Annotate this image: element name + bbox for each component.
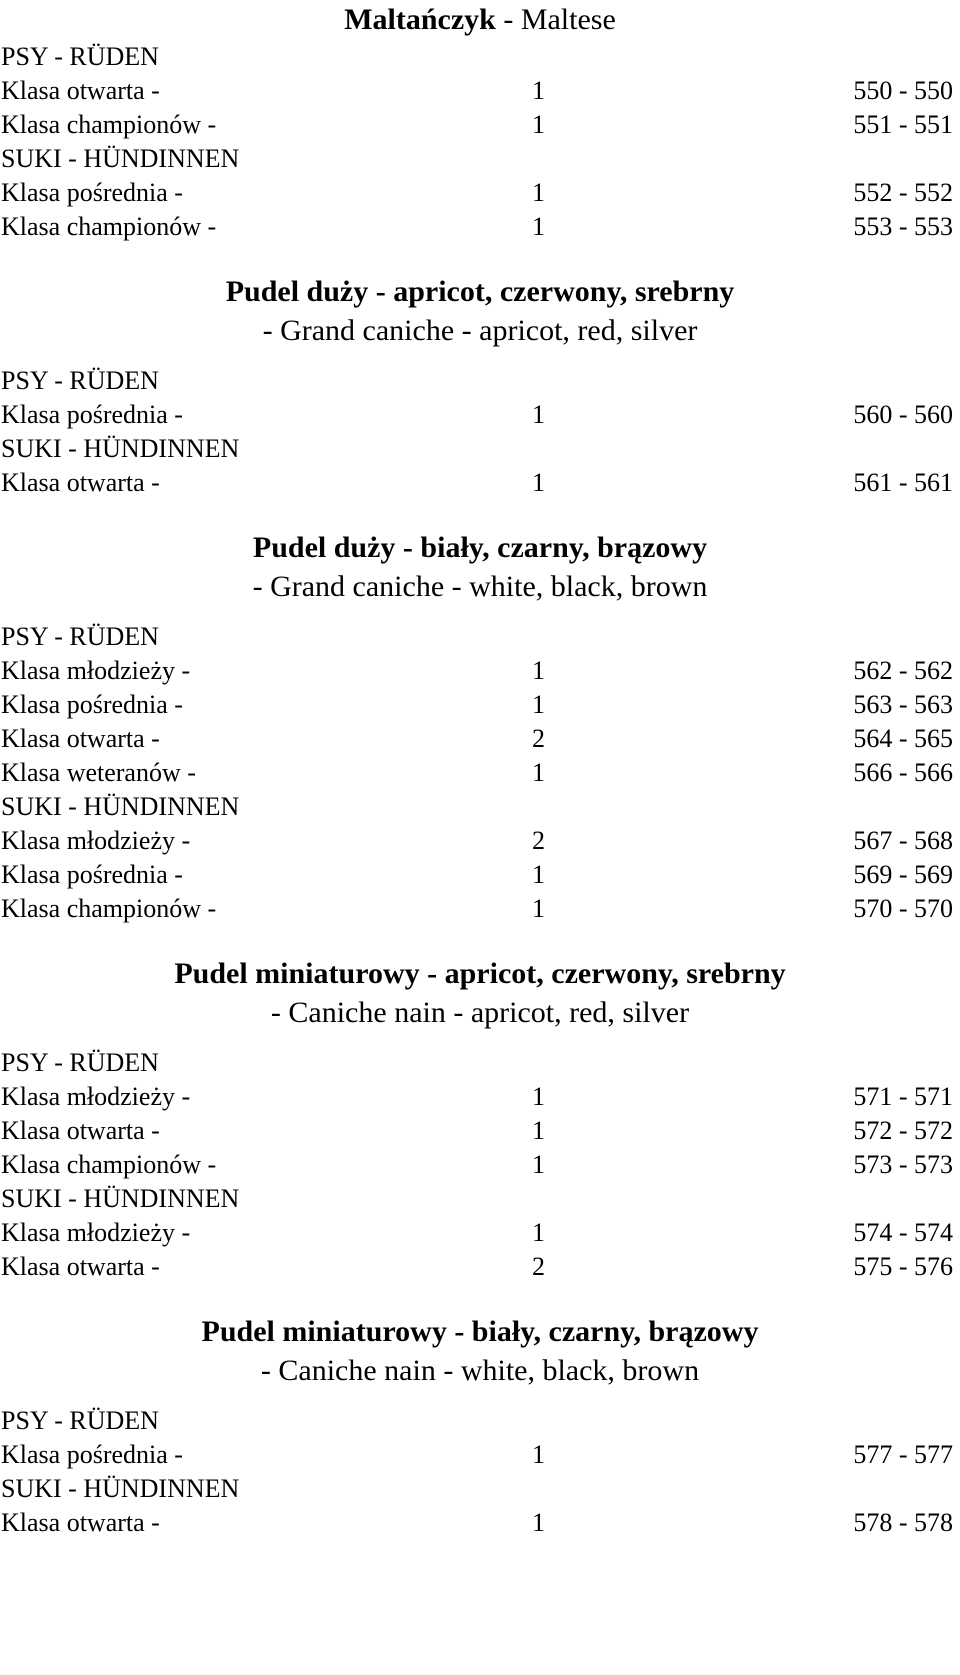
class-name: Klasa pośrednia - — [1, 178, 183, 207]
class-name: Klasa otwarta - — [1, 1252, 160, 1281]
class-row — [0, 858, 960, 892]
breed-subtitle: - Caniche nain - white, black, brown — [260, 1354, 700, 1387]
breed-title — [0, 954, 960, 994]
class-row — [0, 466, 960, 500]
entry-count: 1 — [532, 76, 545, 105]
class-name: Klasa pośrednia - — [1, 690, 183, 719]
class-name: Klasa championów - — [1, 1150, 217, 1179]
entry-count: 1 — [532, 860, 545, 889]
spacer — [0, 606, 960, 620]
class-name: Klasa młodzieży - — [1, 826, 191, 855]
entry-count: 1 — [532, 400, 545, 429]
entry-count: 1 — [532, 110, 545, 139]
catalog-number-range: 578 - 578 — [853, 1508, 953, 1537]
catalog-number-range: 570 - 570 — [853, 894, 953, 923]
breed-subtitle: - Grand caniche - white, black, brown — [252, 570, 708, 603]
breed-title-rest: - Maltese — [495, 3, 616, 36]
class-name: Klasa championów - — [1, 894, 217, 923]
class-row — [0, 654, 960, 688]
breed-section — [0, 954, 960, 1284]
breed-title-bold: Pudel duży - biały, czarny, brązowy — [252, 531, 708, 564]
class-name: Klasa otwarta - — [1, 724, 160, 753]
class-name: Klasa otwarta - — [1, 1508, 160, 1537]
class-row — [0, 1250, 960, 1284]
class-row — [0, 1506, 960, 1540]
entry-count: 1 — [532, 894, 545, 923]
catalog-number-range: 566 - 566 — [853, 758, 953, 787]
class-name: Klasa pośrednia - — [1, 400, 183, 429]
spacer — [0, 350, 960, 364]
catalog-number-range: 571 - 571 — [853, 1082, 953, 1111]
class-row — [0, 176, 960, 210]
catalog-number-range: 560 - 560 — [853, 400, 953, 429]
class-name: Klasa weteranów - — [1, 758, 196, 787]
breed-section — [0, 1312, 960, 1540]
breed-title-bold: Pudel miniaturowy - biały, czarny, brązowy — [201, 1315, 759, 1348]
class-name: Klasa otwarta - — [1, 76, 160, 105]
catalog-number-range: 567 - 568 — [853, 826, 953, 855]
entry-count: 2 — [532, 826, 545, 855]
breed-section — [0, 528, 960, 926]
class-name: Klasa championów - — [1, 212, 217, 241]
catalog-number-range: 573 - 573 — [853, 1150, 953, 1179]
breed-title — [0, 528, 960, 568]
class-row — [0, 1216, 960, 1250]
entry-count: 1 — [532, 1150, 545, 1179]
catalog-number-range: 562 - 562 — [853, 656, 953, 685]
catalog-number-range: 572 - 572 — [853, 1116, 953, 1145]
sex-group-label: PSY - RÜDEN — [1, 1048, 159, 1077]
class-name: Klasa pośrednia - — [1, 860, 183, 889]
sex-group-label: PSY - RÜDEN — [1, 366, 159, 395]
breed-section — [0, 272, 960, 500]
class-name: Klasa pośrednia - — [1, 1440, 183, 1469]
entry-count: 2 — [532, 1252, 545, 1281]
breed-title — [0, 0, 960, 40]
entry-count: 1 — [532, 468, 545, 497]
breed-title-bold: Pudel miniaturowy - apricot, czerwony, srebrny — [174, 957, 786, 990]
entry-count: 1 — [532, 690, 545, 719]
class-name: Klasa otwarta - — [1, 1116, 160, 1145]
sex-group-label: SUKI - HÜNDINNEN — [1, 792, 240, 821]
catalog-number-range: 552 - 552 — [853, 178, 953, 207]
catalog-number-range: 550 - 550 — [853, 76, 953, 105]
breed-title-bold: Pudel duży - apricot, czerwony, srebrny — [225, 275, 735, 308]
catalog-number-range: 564 - 565 — [853, 724, 953, 753]
spacer — [0, 1390, 960, 1404]
entry-count: 1 — [532, 1508, 545, 1537]
class-row — [0, 210, 960, 244]
breed-subtitle: - Grand caniche - apricot, red, silver — [262, 314, 698, 347]
breed-subtitle: - Caniche nain - apricot, red, silver — [270, 996, 690, 1029]
spacer — [0, 1032, 960, 1046]
sex-group-label: PSY - RÜDEN — [1, 1406, 159, 1435]
class-row — [0, 824, 960, 858]
sex-group-label: SUKI - HÜNDINNEN — [1, 1474, 240, 1503]
catalog-number-range: 561 - 561 — [853, 468, 953, 497]
sex-group-label: PSY - RÜDEN — [1, 42, 159, 71]
entry-count: 2 — [532, 724, 545, 753]
catalog-number-range: 563 - 563 — [853, 690, 953, 719]
catalog-number-range: 553 - 553 — [853, 212, 953, 241]
class-row — [0, 1114, 960, 1148]
entry-count: 1 — [532, 1218, 545, 1247]
catalog-number-range: 569 - 569 — [853, 860, 953, 889]
class-row — [0, 1080, 960, 1114]
class-row — [0, 1148, 960, 1182]
class-name: Klasa młodzieży - — [1, 1082, 191, 1111]
catalog-number-range: 551 - 551 — [853, 110, 953, 139]
class-row — [0, 892, 960, 926]
class-name: Klasa młodzieży - — [1, 1218, 191, 1247]
class-name: Klasa otwarta - — [1, 468, 160, 497]
catalog-number-range: 577 - 577 — [853, 1440, 953, 1469]
catalog-number-range: 574 - 574 — [853, 1218, 953, 1247]
class-row — [0, 688, 960, 722]
breed-title — [0, 1312, 960, 1352]
entry-count: 1 — [532, 758, 545, 787]
sex-group-label: SUKI - HÜNDINNEN — [1, 434, 240, 463]
class-row — [0, 756, 960, 790]
class-row — [0, 74, 960, 108]
entry-count: 1 — [532, 178, 545, 207]
entry-count: 1 — [532, 212, 545, 241]
class-row — [0, 722, 960, 756]
class-name: Klasa championów - — [1, 110, 217, 139]
sex-group-label: PSY - RÜDEN — [1, 622, 159, 651]
breed-title-bold: Maltańczyk — [344, 3, 496, 36]
class-name: Klasa młodzieży - — [1, 656, 191, 685]
sex-group-label: SUKI - HÜNDINNEN — [1, 144, 240, 173]
sex-group-label: SUKI - HÜNDINNEN — [1, 1184, 240, 1213]
breed-title — [0, 272, 960, 312]
class-row — [0, 108, 960, 142]
breed-section — [0, 0, 960, 244]
class-row — [0, 1438, 960, 1472]
entry-count: 1 — [532, 656, 545, 685]
entry-count: 1 — [532, 1440, 545, 1469]
entry-count: 1 — [532, 1082, 545, 1111]
entry-count: 1 — [532, 1116, 545, 1145]
class-row — [0, 398, 960, 432]
catalog-number-range: 575 - 576 — [853, 1252, 953, 1281]
